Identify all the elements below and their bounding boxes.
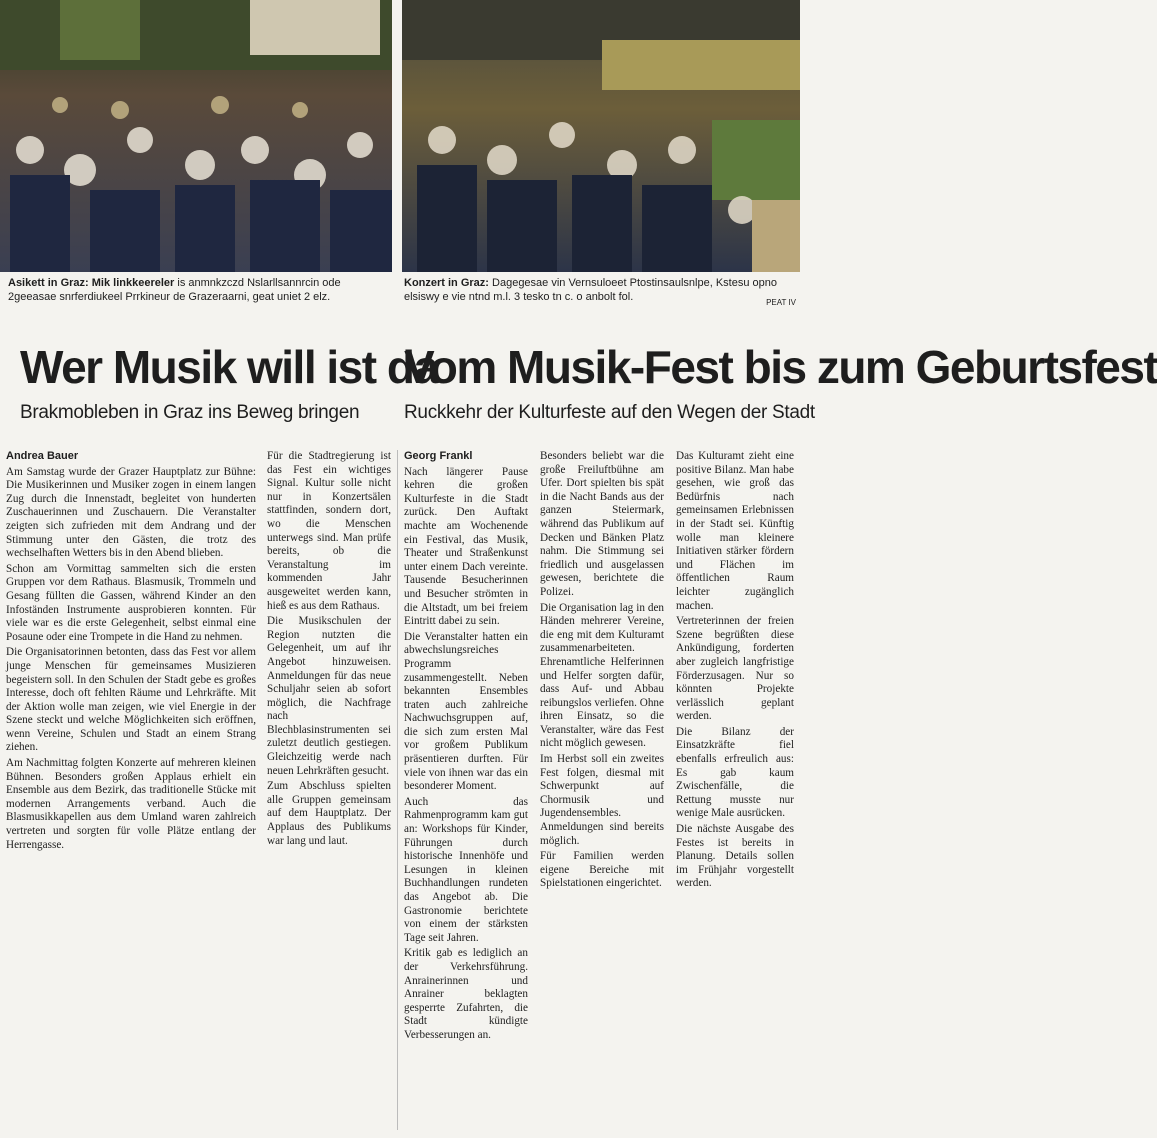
- caption-bold: Mik linkkeereler: [91, 277, 175, 289]
- paragraph: Die nächste Ausgabe des Festes ist bereits in Planung. Details sollen im Frühjahr vorgestellt werden.: [676, 823, 794, 890]
- photo-credit: PEAT IV: [766, 298, 796, 307]
- paragraph: Besonders beliebt war die große Freiluftbühne am Ufer. Dort spielten bis spät in die Nacht Bands aus der ganzen Steiermark, während das Publikum auf Decken und Bänken Platz nahm. Die Stimmung sei friedlich und ausgelassen gewesen, berichtete die Polizei.: [540, 450, 664, 598]
- paragraph: Die Organisation lag in den Händen mehrerer Vereine, die eng mit dem Kulturamt zusammenarbeiteten. Ehrenamtliche Helferinnen und Helfer sorgten dafür, dass Auf- und Abbau reibungslos verliefen. Ohne ihren Einsatz, so die Veranstalter, wäre das Fest nicht möglich gewesen.: [540, 601, 664, 750]
- byline: Andrea Bauer: [6, 450, 79, 462]
- paragraph: Am Nachmittag folgten Konzerte auf mehreren kleinen Bühnen. Besonders großen Applaus erhielt ein Ensemble aus dem Bezirk, das traditionelle Stücke mit modernen Arrangements verband. Auch die Blasmusikkapellen aus dem Umland waren zahlreich vertreten und sorgten für volle Plätze entlang der Herrengasse.: [6, 757, 256, 851]
- headline: Vom Musik-Fest bis zum Geburtsfest: [404, 341, 1157, 393]
- subheadline: Ruckkehr der Kulturfeste auf den Wegen der Stadt: [404, 402, 815, 423]
- headline: Wer Musik will ist da: [20, 341, 438, 393]
- paragraph: Die Organisatorinnen betonten, dass das Fest vor allem junge Menschen für gemeinsames Musizieren begeistern soll. In den Schulen der Stadt gebe es großes Interesse, doch oft fehlten Räume und Lehrkräfte. Mit der Aktion wolle man zeigen, wie viel Energie in der Szene steckt und welche Möglichkeiten sich eröffnen, wenn Vereine, Schulen und Stadt an einem Strang ziehen.: [6, 646, 256, 754]
- caption-text: Dagegesae vin Vernsuloeet Ptostinsaulsnlpe, Kstesu opno elsiswy e vie ntnd m.l. 3 tesko tn c. o anbolt fol.: [404, 277, 777, 303]
- paragraph: Zum Abschluss spielten alle Gruppen gemeinsam auf dem Hauptplatz. Der Applaus des Publikums war lang und laut.: [267, 780, 391, 847]
- paragraph: Für die Stadtregierung ist das Fest ein wichtiges Signal. Kultur solle nicht nur in Konzertsälen stattfinden, sondern dort, wo die Menschen unterwegs sind. Man prüfe bereits, ob die Veranstaltung im kommenden Jahr ausgeweitet werden kann, hieß es aus dem Rathaus.: [267, 450, 391, 612]
- caption-text: is anmnkzczd Nslarllsannrcin ode 2geeasae snrferdiukeel Prrkineur de Grazeraarni, geat uniet 2 elz.: [8, 277, 341, 303]
- paragraph: Schon am Vormittag sammelten sich die ersten Gruppen vor dem Rathaus. Blasmusik, Trommeln und Gesang füllten die Gassen, während Kinder an den Infoständen Instrumente ausprobieren konnten. Für viele war es die erste Gelegenheit, selbst einmal eine Posaune oder eine Trompete in die Hand zu nehmen.: [6, 562, 256, 643]
- photo-caption: [8, 276, 388, 304]
- caption-bold: Konzert in Graz:: [404, 277, 489, 289]
- paragraph: Auch das Rahmenprogramm kam gut an: Workshops für Kinder, Führungen durch historische Innenhöfe und Lesungen in kleinen Buchhandlungen rundeten das Angebot ab. Die Gastronomie berichtete von einem der stärksten Tage seit Jahren.: [404, 795, 528, 944]
- paragraph: Vertreterinnen der freien Szene begrüßten diese Ankündigung, forderten aber zugleich langfristige Förderzusagen. Nur so könnten Projekte verlässlich geplant werden.: [676, 615, 794, 723]
- paragraph: Die Bilanz der Einsatzkräfte fiel ebenfalls erfreulich aus: Es gab kaum Zwischenfälle, die Rettung musste nur wenige Male ausrücken.: [676, 725, 794, 820]
- paragraph: Nach längerer Pause kehren die großen Kulturfeste in die Stadt zurück. Den Auftakt machte am Wochenende ein Festival, das Musik, Theater und Straßenkunst unter einem Dach vereinte. Tausende Besucherinnen und Besucher strömten in die Altstadt, um bei freiem Eintritt dabei zu sein.: [404, 465, 528, 628]
- article-column: [676, 450, 794, 1130]
- concert-photo: [402, 0, 800, 272]
- byline: Georg Frankl: [404, 450, 473, 462]
- paragraph: Im Herbst soll ein zweites Fest folgen, diesmal mit Schwerpunkt auf Chormusik und Jugendensembles. Anmeldungen sind bereits möglich.: [540, 753, 664, 847]
- subheadline: Brakmobleben in Graz ins Beweg bringen: [20, 402, 360, 423]
- photo-caption: [404, 276, 790, 304]
- paragraph: Die Veranstalter hatten ein abwechslungsreiches Programm zusammengestellt. Neben bekannten Ensembles traten auch zahlreiche Nachwuchsgruppen auf, die sich zum ersten Mal vor großem Publikum präsentieren durften. Für viele von ihnen war das ein besonderer Moment.: [404, 630, 528, 793]
- article-column: [404, 450, 528, 1130]
- paragraph: Das Kulturamt zieht eine positive Bilanz. Man habe gesehen, wie groß das Bedürfnis nach gemeinsamen Erlebnissen in der Stadt sei. Künftig wolle man kleinere Initiativen stärker fördern und Flächen im öffentlichen Raum leichter zugänglich machen.: [676, 450, 794, 612]
- paragraph: Die Musikschulen der Region nutzten die Gelegenheit, um auf ihr Angebot hinzuweisen. Anmeldungen für das neue Schuljahr seien ab sofort möglich, die Nachfrage nach Blechblasinstrumenten sei zuletzt deutlich gestiegen. Gleichzeitig werde nach neuen Lehrkräften gesucht.: [267, 615, 391, 777]
- crowd-photo: [0, 0, 392, 272]
- paragraph: Für Familien werden eigene Bereiche mit Spielstationen eingerichtet.: [540, 850, 664, 890]
- column-divider: [397, 450, 398, 1130]
- article-column: [267, 450, 391, 1130]
- article-column: [6, 450, 256, 1130]
- caption-bold: Asikett in Graz:: [8, 277, 89, 289]
- paragraph: Am Samstag wurde der Grazer Hauptplatz zur Bühne: Die Musikerinnen und Musiker zogen in einem langen Zug durch die Innenstadt, begleitet von hunderten Zuschauerinnen und Zuschauern. Die Veranstalter zeigten sich zufrieden mit dem Andrang und der Stimmung unter den Gästen, die trotz des wechselhaften Wetters bis in den Abend blieben.: [6, 465, 256, 560]
- paragraph: Kritik gab es lediglich an der Verkehrsführung. Anrainerinnen und Anrainer beklagten gesperrte Zufahrten, die Stadt kündigte Verbesserungen an.: [404, 947, 528, 1041]
- article-column: [540, 450, 664, 1130]
